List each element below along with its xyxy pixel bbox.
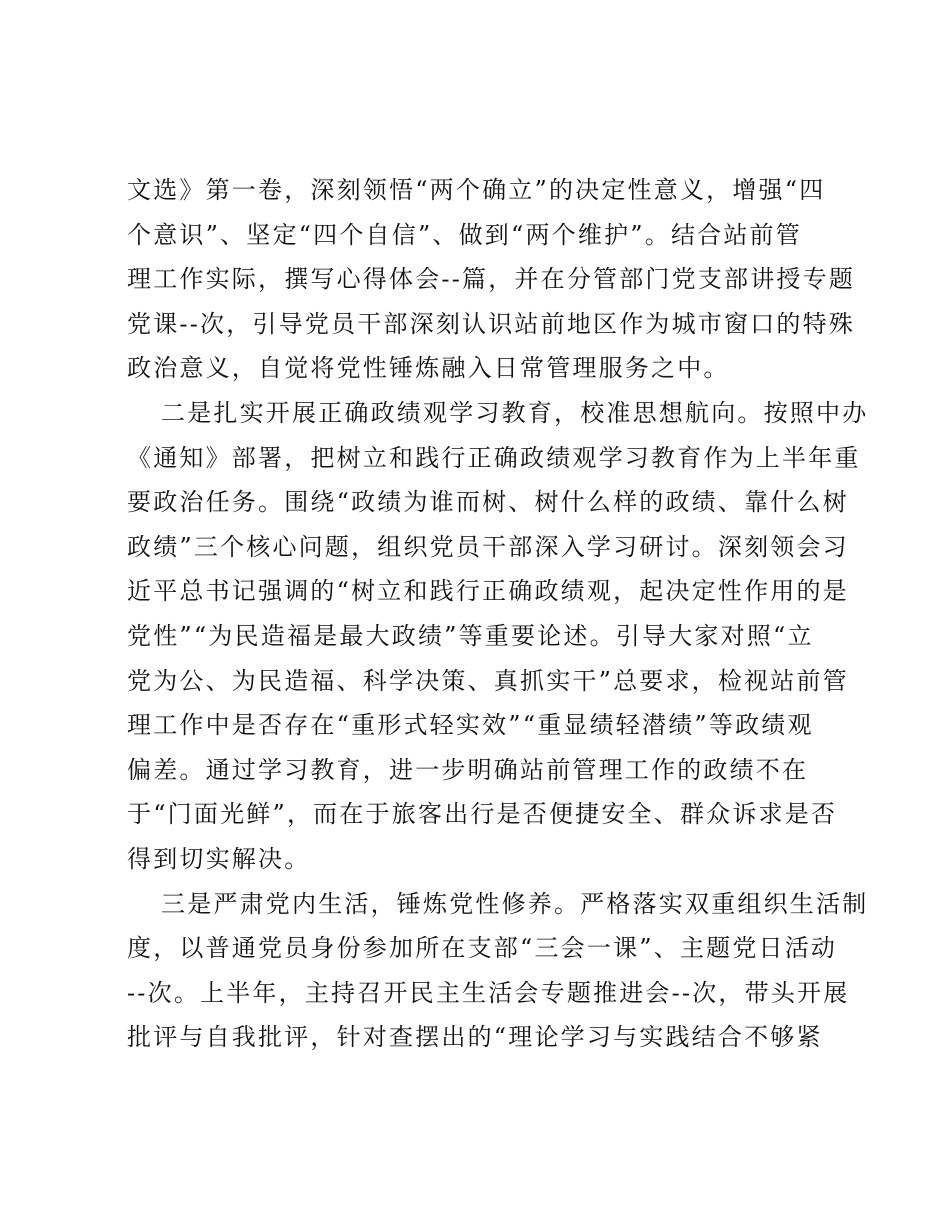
text-line: 党课--次，引导党员干部深刻认识站前地区作为城市窗口的特殊 [127, 309, 856, 338]
text-line: 个意识”、坚定“四个自信”、做到“两个维护”。结合站前管 [127, 220, 802, 249]
text-line: 《通知》部署，把树立和践行正确政绩观学习教育作为上半年重 [127, 443, 861, 472]
text-line: 于“门面光鲜”，而在于旅客出行是否便捷安全、群众诉求是否 [127, 800, 838, 829]
text-line: 党为公、为民造福、科学决策、真抓实干”总要求，检视站前管 [127, 666, 849, 695]
text-line: 得到切实解决。 [127, 844, 311, 873]
body-text [127, 168, 869, 1060]
text-line: 理工作中是否存在“重形式轻实效”“重显绩轻潜绩”等政绩观 [127, 711, 814, 740]
paragraph-start-line: 二是扎实开展正确政绩观学习教育，校准思想航向。按照中办 [161, 398, 869, 427]
text-line: 近平总书记强调的“树立和践行正确政绩观，起决定性作用的是 [127, 577, 849, 606]
text-line: --次。上半年，主持召开民主生活会专题推进会--次，带头开展 [127, 978, 850, 1007]
text-line: 政绩”三个核心问题，组织党员干部深入学习研讨。深刻领会习 [127, 532, 849, 561]
text-line: 党性”“为民造福是最大政绩”等重要论述。引导大家对照“立 [127, 621, 814, 650]
text-line: 要政治任务。围绕“政绩为谁而树、树什么样的政绩、靠什么树 [127, 488, 849, 517]
text-line: 理工作实际，撰写心得体会--篇，并在分管部门党支部讲授专题 [127, 265, 856, 294]
text-line: 偏差。通过学习教育，进一步明确站前管理工作的政绩不在 [127, 755, 809, 784]
text-line: 度，以普通党员身份参加所在支部“三会一课”、主题党日活动 [127, 934, 838, 963]
text-line: 批评与自我批评，针对查摆出的“理论学习与实践结合不够紧 [127, 1023, 823, 1052]
paragraph-start-line: 三是严肃党内生活，锤炼党性修养。严格落实双重组织生活制 [161, 889, 869, 918]
text-line: 文选》第一卷，深刻领悟“两个确立”的决定性意义，增强“四 [127, 176, 826, 204]
text-line: 政治意义，自觉将党性锤炼融入日常管理服务之中。 [127, 354, 730, 383]
